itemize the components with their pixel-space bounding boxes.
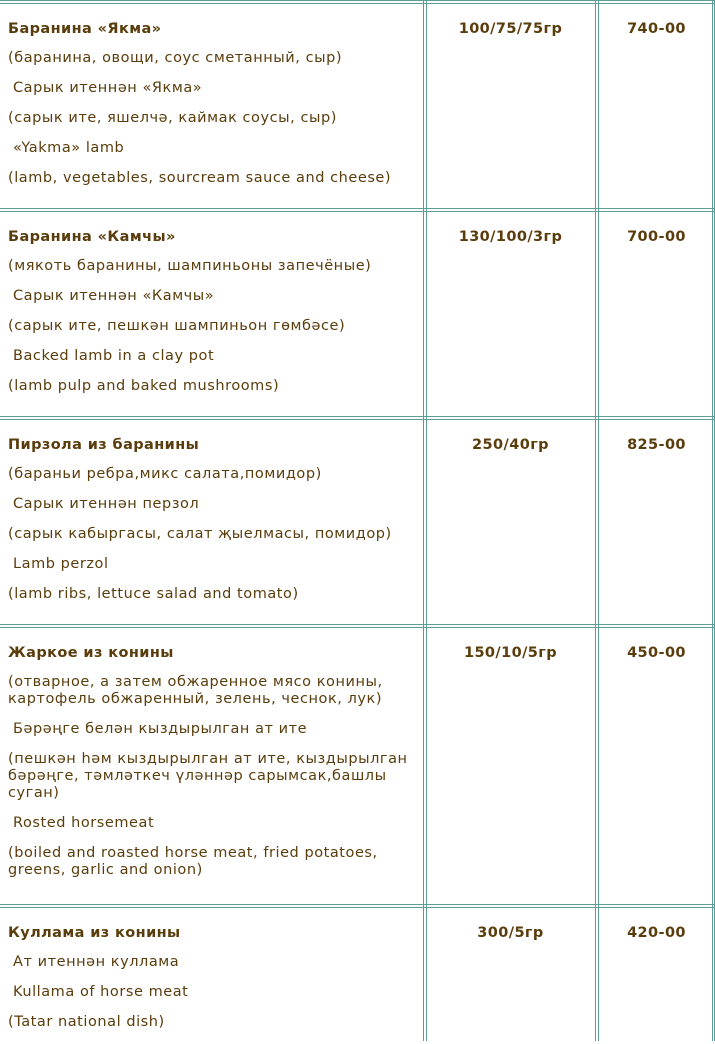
dish-price-cell [598, 208, 715, 416]
column-divider [426, 0, 427, 1041]
column-divider [598, 0, 599, 1041]
dish-description-line: «Yakma» lamb [13, 140, 125, 156]
menu-item-row [0, 0, 715, 208]
dish-description-line: Бәрәңге белән кыздырылган ат ите [13, 721, 308, 737]
dish-price-cell [598, 0, 715, 208]
dish-description-cell [0, 208, 423, 416]
dish-price-cell [598, 416, 715, 624]
dish-description-line: Backed lamb in a clay pot [13, 348, 215, 364]
dish-name: Жаркое из конины [8, 645, 174, 661]
dish-description-line: Rosted horsemeat [13, 815, 155, 831]
dish-description-line: (сарык ите, яшелчә, каймак соусы, сыр) [8, 110, 337, 126]
menu-item-row [0, 416, 715, 624]
dish-weight: 150/10/5гр [463, 645, 558, 661]
menu-item-row [0, 904, 715, 1044]
dish-description-line: Сарык итеннән перзол [13, 496, 200, 512]
dish-description-lines [8, 466, 419, 616]
dish-description-cell [0, 904, 423, 1044]
dish-price-cell [598, 624, 715, 904]
dish-weight-cell [426, 624, 595, 904]
dish-price: 420-00 [627, 925, 686, 941]
dish-weight: 300/5гр [477, 925, 544, 941]
dish-description-line: (мякоть баранины, шампиньоны запечёные) [8, 258, 372, 274]
dish-description-line: (отварное, а затем обжаренное мясо конины, картофель обжаренный, зелень, чеснок, лук) [8, 674, 383, 707]
dish-weight-cell [426, 416, 595, 624]
column-divider [595, 0, 596, 1041]
dish-name: Пирзола из баранины [8, 437, 200, 453]
dish-description-lines [8, 674, 419, 892]
dish-description-line: (Tatar national dish) [8, 1014, 165, 1030]
dish-description-line: (boiled and roasted horse meat, fried potatoes, greens, garlic and onion) [8, 845, 378, 878]
dish-name: Куллама из конины [8, 925, 181, 941]
dish-description-line: (сарык кабыргасы, салат җыелмасы, помидор) [8, 526, 392, 542]
dish-description-lines [8, 954, 419, 1044]
dish-description-line: (бараньи ребра,микс салата,помидор) [8, 466, 322, 482]
menu-item-row [0, 208, 715, 416]
dish-weight-cell [426, 904, 595, 1044]
dish-description-lines [8, 50, 419, 200]
dish-description-line: (lamb, vegetables, sourcream sauce and cheese) [8, 170, 392, 186]
dish-description-line: Сарык итеннән «Якма» [13, 80, 203, 96]
dish-price: 740-00 [627, 21, 686, 37]
dish-weight-cell [426, 0, 595, 208]
dish-description-line: (баранина, овощи, соус сметанный, сыр) [8, 50, 343, 66]
column-divider [712, 0, 713, 1041]
dish-name: Баранина «Камчы» [8, 229, 176, 245]
dish-name: Баранина «Якма» [8, 21, 162, 37]
dish-price: 450-00 [627, 645, 686, 661]
dish-description-line: Kullama of horse meat [13, 984, 189, 1000]
dish-price-cell [598, 904, 715, 1044]
dish-description-cell [0, 624, 423, 904]
dish-description-line: (lamb ribs, lettuce salad and tomato) [8, 586, 299, 602]
dish-description-lines [8, 258, 419, 408]
column-divider [423, 0, 424, 1041]
dish-description-line: (пешкән һәм кыздырылган ат ите, кыздырылган бәрәңге, тәмләткеч үләннәр сарымсак,башлы суган) [8, 751, 408, 801]
dish-description-line: Сарык итеннән «Камчы» [13, 288, 215, 304]
dish-weight: 250/40гр [472, 437, 549, 453]
dish-weight: 100/75/75гр [458, 21, 563, 37]
dish-description-line: (lamb pulp and baked mushrooms) [8, 378, 280, 394]
dish-description-line: Ат итеннән куллама [13, 954, 180, 970]
dish-description-line: Lamb perzol [13, 556, 109, 572]
dish-description-cell [0, 416, 423, 624]
dish-weight: 130/100/3гр [458, 229, 563, 245]
menu-item-row [0, 624, 715, 904]
dish-price: 700-00 [627, 229, 686, 245]
dish-description-line: (сарык ите, пешкән шампиньон гөмбәсе) [8, 318, 346, 334]
dish-description-cell [0, 0, 423, 208]
dish-weight-cell [426, 208, 595, 416]
dish-price: 825-00 [627, 437, 686, 453]
